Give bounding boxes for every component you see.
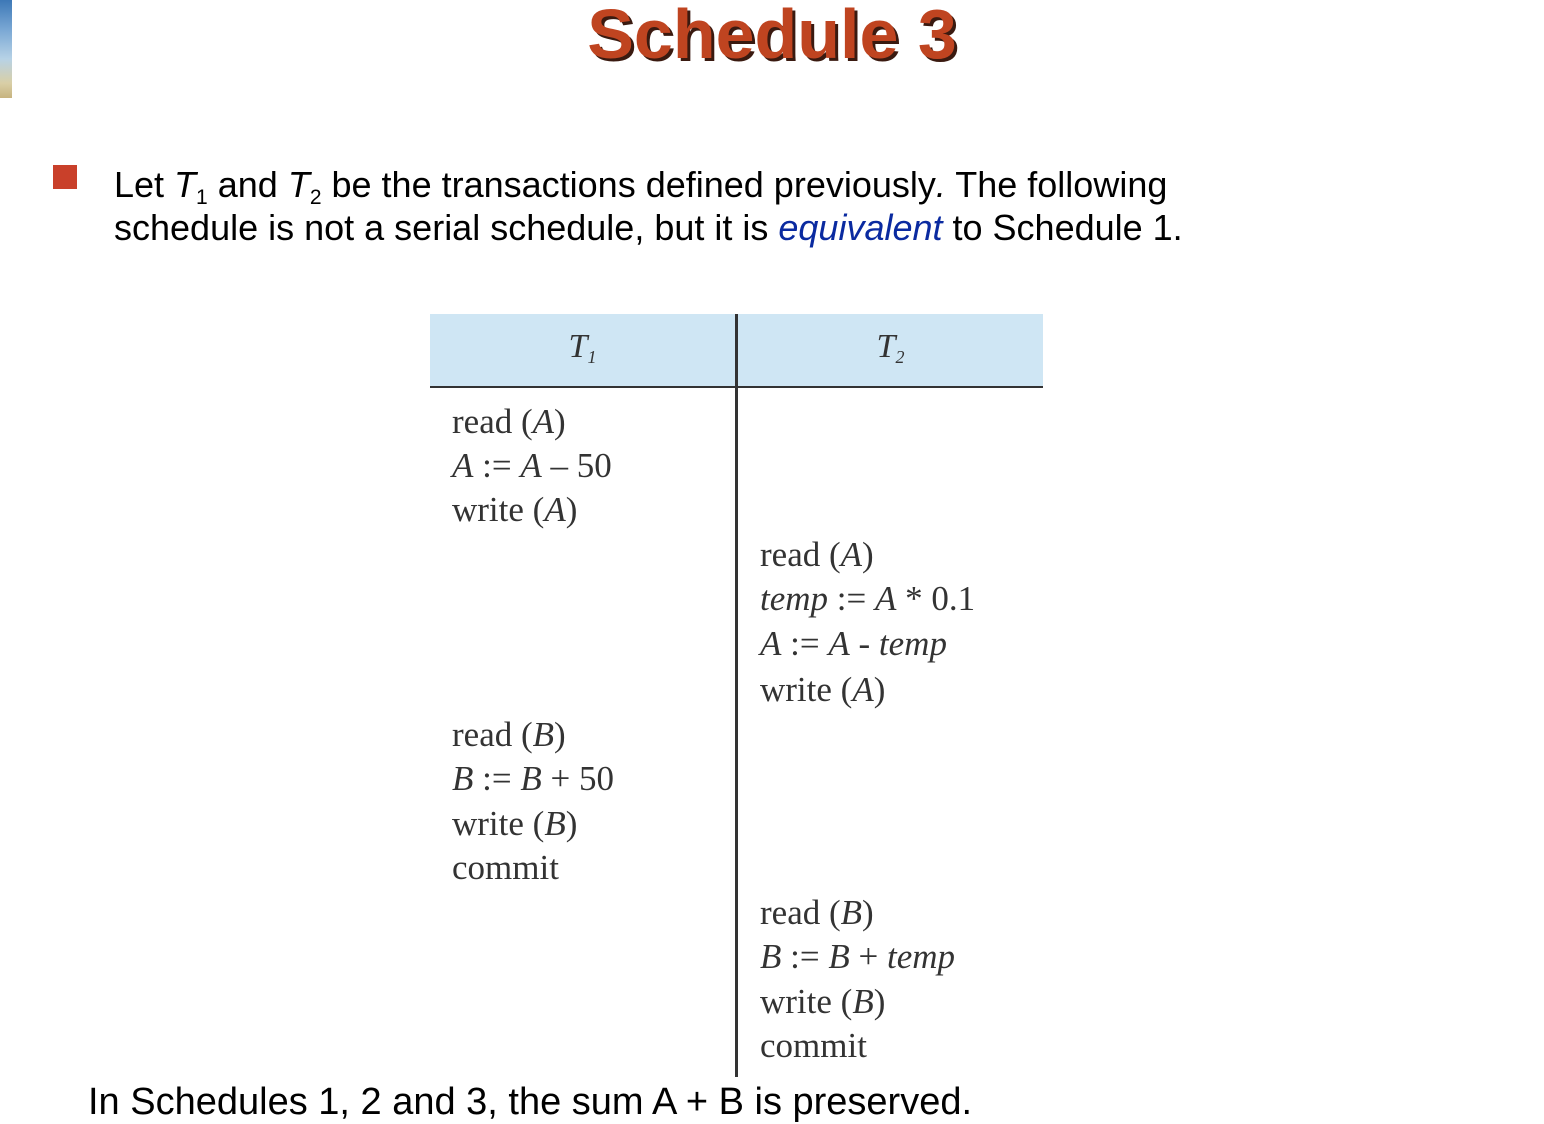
t1-step-write-b: write (B) (452, 804, 578, 843)
bullet-text-segment: and (207, 164, 288, 205)
equivalent-highlight: equivalent (778, 207, 943, 248)
bullet-text-segment: to Schedule 1. (942, 207, 1183, 248)
transaction-t1-letter: T (174, 164, 197, 205)
t1-step-read-a: read (A) (452, 402, 566, 441)
bullet-marker (53, 165, 77, 189)
t2-step-write-a: write (A) (760, 670, 886, 709)
t1-step-compute-b: B := B + 50 (452, 759, 614, 798)
bullet-text-segment: Let (114, 164, 175, 205)
column-header-subscript: 1 (587, 347, 597, 367)
t1-step-compute-a: A := A – 50 (452, 446, 612, 485)
slide-title: Schedule 3 (587, 0, 957, 73)
transaction-t2-subscript: 2 (309, 186, 322, 209)
column-header-letter: T (568, 328, 588, 365)
t1-step-read-b: read (B) (452, 715, 566, 754)
t2-step-read-a: read (A) (760, 535, 874, 574)
transaction-t1-subscript: 1 (196, 186, 208, 209)
t2-step-compute-temp: temp := A * 0.1 (760, 579, 976, 618)
bullet-text-segment: . (935, 164, 946, 205)
bullet-text-segment: schedule is not a serial schedule, but it is (114, 207, 779, 248)
column-header-subscript: 2 (895, 347, 905, 367)
schedule-table (430, 314, 1043, 1079)
bullet-text-segment: The following (945, 164, 1168, 205)
t1-step-write-a: write (A) (452, 490, 578, 529)
column-divider (735, 314, 738, 1077)
footer-text-partial: In Schedules 1, 2 and 3, the sum A + B is preserved. (88, 1081, 973, 1123)
t2-step-compute-b: B := B + temp (760, 937, 956, 976)
column-header-letter: T (876, 328, 896, 365)
t2-step-read-b: read (B) (760, 893, 874, 932)
transaction-t2-letter: T (287, 164, 310, 205)
t1-step-commit: commit (452, 848, 559, 887)
bullet-text-segment: be the transactions defined previously (321, 164, 936, 205)
t2-step-compute-a: A := A - temp (760, 624, 947, 663)
column-header-t1 (430, 328, 735, 366)
column-header-t2 (738, 328, 1043, 366)
bullet-paragraph (114, 163, 1414, 249)
t2-step-write-b: write (B) (760, 982, 886, 1021)
t2-step-commit: commit (760, 1026, 867, 1065)
